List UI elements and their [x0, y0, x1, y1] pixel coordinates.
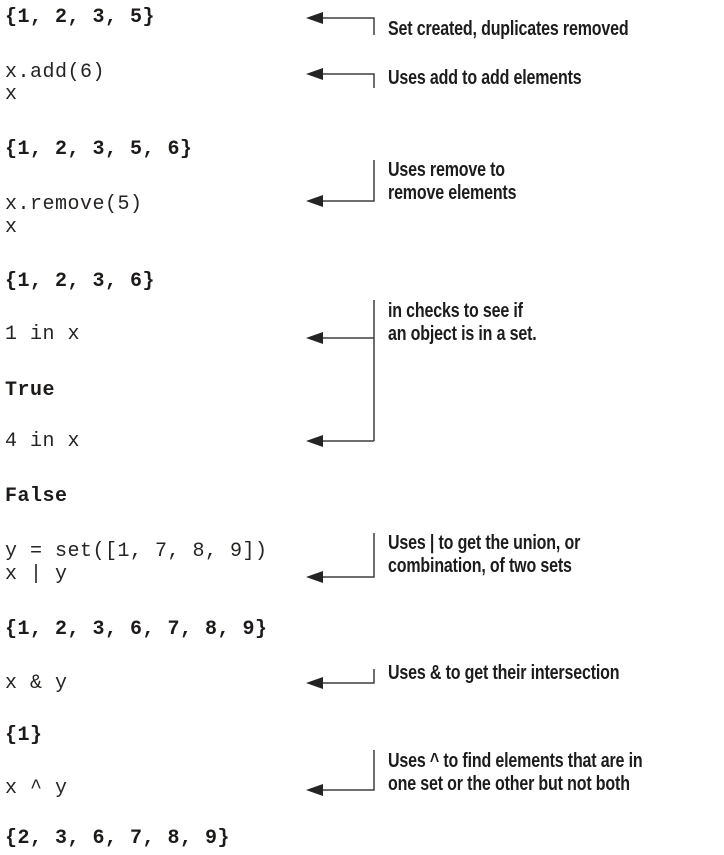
- code-line: True: [5, 379, 56, 402]
- code-line: {1, 2, 3, 5}: [5, 6, 156, 29]
- code-line: 4 in x: [5, 430, 81, 453]
- note-line: Uses | to get the union, or: [388, 532, 581, 554]
- code-line: y = set([1, 7, 8, 9]): [5, 540, 268, 563]
- arrow-left-icon: [306, 12, 323, 24]
- note-intersection: [388, 662, 619, 685]
- connector-path: [321, 160, 374, 201]
- connector-path: [321, 750, 374, 790]
- code-line: False: [5, 485, 68, 508]
- note-line: Set created, duplicates removed: [388, 18, 629, 40]
- connector-in: [306, 300, 374, 447]
- code-line: {1, 2, 3, 6, 7, 8, 9}: [5, 618, 268, 641]
- note-line: Uses & to get their intersection: [388, 662, 620, 684]
- arrow-left-icon: [306, 332, 323, 344]
- connector-remove: [306, 160, 374, 207]
- note-in: [388, 300, 537, 346]
- arrow-left-icon: [306, 435, 323, 447]
- code-line: x: [5, 83, 18, 106]
- note-line: Uses remove to: [388, 159, 505, 181]
- code-line: x.remove(5): [5, 193, 143, 216]
- arrow-left-icon: [306, 195, 323, 207]
- connector-path: [321, 18, 374, 35]
- note-line: remove elements: [388, 182, 517, 204]
- note-line: one set or the other but not both: [388, 773, 630, 795]
- connector-set-created: [306, 12, 374, 35]
- connector-add: [306, 68, 374, 88]
- note-remove: [388, 159, 516, 205]
- code-line: {2, 3, 6, 7, 8, 9}: [5, 827, 231, 850]
- connector-path: [321, 74, 374, 88]
- code-line: x ^ y: [5, 777, 68, 800]
- code-line: 1 in x: [5, 323, 81, 346]
- code-line: x.add(6): [5, 61, 106, 84]
- arrow-left-icon: [306, 784, 323, 796]
- note-line: combination, of two sets: [388, 555, 572, 577]
- note-symmetric-difference: [388, 750, 642, 796]
- connector-path: [321, 533, 374, 577]
- code-line: x | y: [5, 563, 68, 586]
- note-line: an object is in a set.: [388, 323, 537, 345]
- code-line: {1}: [5, 724, 43, 747]
- code-line: x & y: [5, 672, 68, 695]
- note-line: Uses ^ to find elements that are in: [388, 750, 643, 772]
- note-line: Uses add to add elements: [388, 67, 582, 89]
- code-line: x: [5, 216, 18, 239]
- code-line: {1, 2, 3, 5, 6}: [5, 138, 193, 161]
- arrow-left-icon: [306, 68, 323, 80]
- connector-union: [306, 533, 374, 583]
- note-line: in checks to see if: [388, 300, 523, 322]
- arrow-left-icon: [306, 571, 323, 583]
- connector-path: [321, 669, 374, 683]
- connector-intersection: [306, 669, 374, 689]
- connector-symmetric-difference: [306, 750, 374, 796]
- note-union: [388, 532, 580, 578]
- code-line: {1, 2, 3, 6}: [5, 270, 156, 293]
- note-set-created: [388, 18, 628, 41]
- arrow-left-icon: [306, 677, 323, 689]
- note-add: [388, 67, 582, 90]
